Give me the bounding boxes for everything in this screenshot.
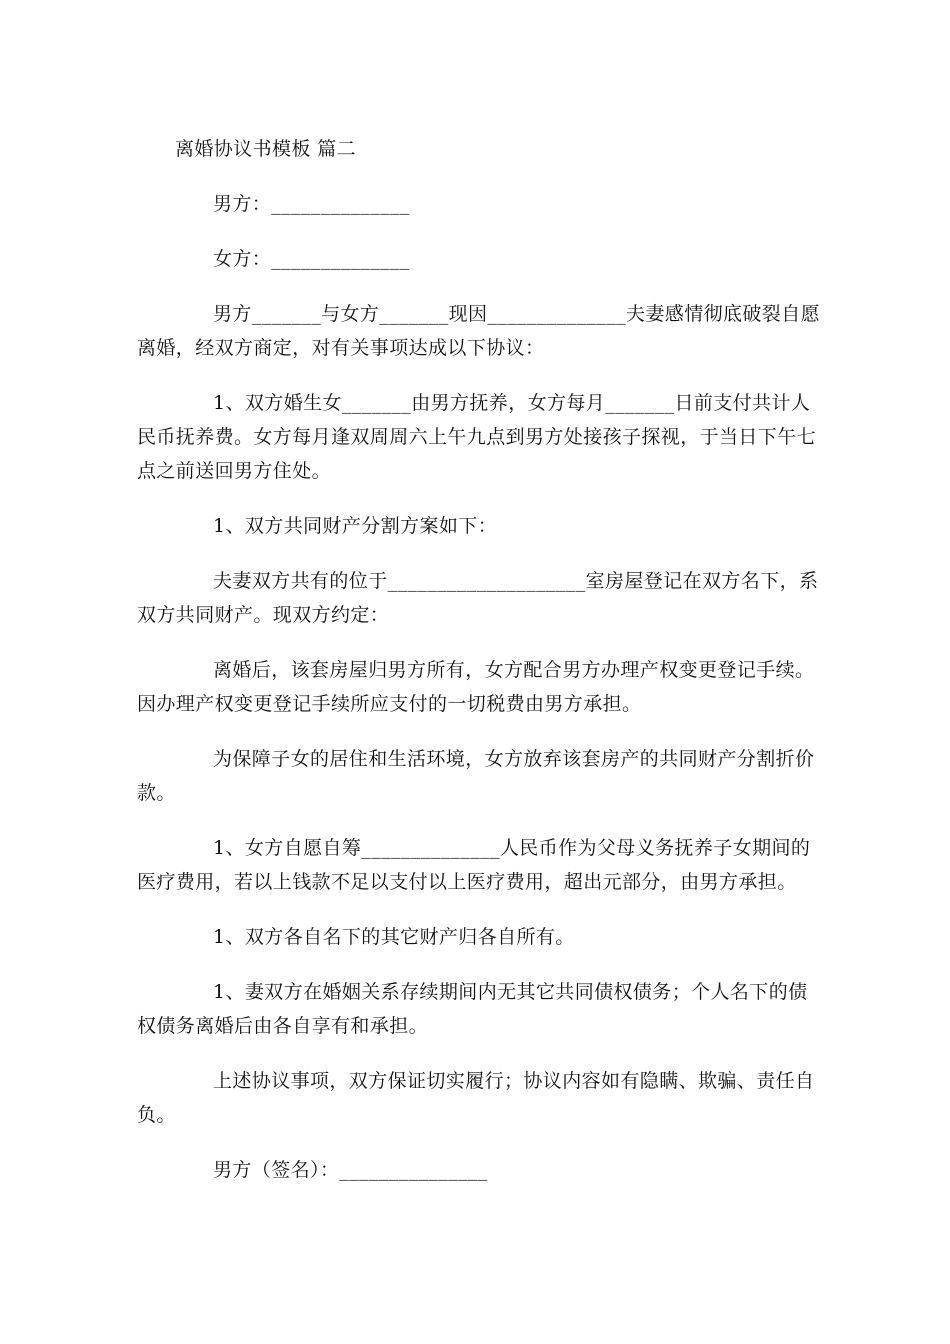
husband-signature-field: 男方（签名）：_______________ [213, 1159, 488, 1181]
paragraph-children-line-2: 款。 [137, 782, 176, 804]
clause-custody-line-2: 民币抚养费。女方每月逢双周周六上午九点到男方处接孩子探视，于当日下午七 [137, 426, 817, 448]
wife-field: 女方：______________ [213, 248, 410, 270]
paragraph-intro-line-1: 男方_______与女方_______现因______________夫妻感情彻底破裂自愿 [213, 303, 821, 325]
clause-medical-line-1: 1、女方自愿自筹______________人民币作为父母义务抚养子女期间的 [213, 837, 811, 859]
paragraph-guarantee-line-2: 负。 [137, 1104, 176, 1126]
clause-other-property: 1、双方各自名下的其它财产归各自所有。 [213, 926, 575, 948]
clause-custody-line-3: 点之前送回男方住处。 [137, 460, 332, 482]
paragraph-after-divorce-line-2: 因办理产权变更登记手续所应支付的一切税费由男方承担。 [137, 693, 642, 715]
husband-field: 男方：______________ [213, 193, 410, 215]
paragraph-house-line-1: 夫妻双方共有的位于____________________室房屋登记在双方名下，系 [213, 570, 819, 592]
paragraph-children-line-1: 为保障子女的居住和生活环境，女方放弃该套房产的共同财产分割折价 [213, 748, 815, 770]
clause-debts-line-2: 权债务离婚后由各自享有和承担。 [137, 1015, 429, 1037]
paragraph-intro-line-2: 离婚，经双方商定，对有关事项达成以下协议： [137, 337, 545, 359]
clause-custody-line-1: 1、双方婚生女_______由男方抚养，女方每月_______日前支付共计人 [213, 392, 811, 414]
clause-medical-line-2: 医疗费用，若以上钱款不足以支付以上医疗费用，超出元部分，由男方承担。 [137, 871, 797, 893]
paragraph-guarantee-line-1: 上述协议事项，双方保证切实履行；协议内容如有隐瞒、欺骗、责任自 [213, 1070, 815, 1092]
paragraph-house-line-2: 双方共同财产。现双方约定： [137, 604, 390, 626]
document-title: 离婚协议书模板 篇二 [175, 138, 357, 160]
clause-debts-line-1: 1、妻双方在婚姻关系存续期间内无其它共同债权债务；个人名下的债 [213, 981, 808, 1003]
paragraph-after-divorce-line-1: 离婚后，该套房屋归男方所有，女方配合男方办理产权变更登记手续。 [213, 659, 815, 681]
clause-property-heading: 1、双方共同财产分割方案如下： [213, 515, 498, 537]
